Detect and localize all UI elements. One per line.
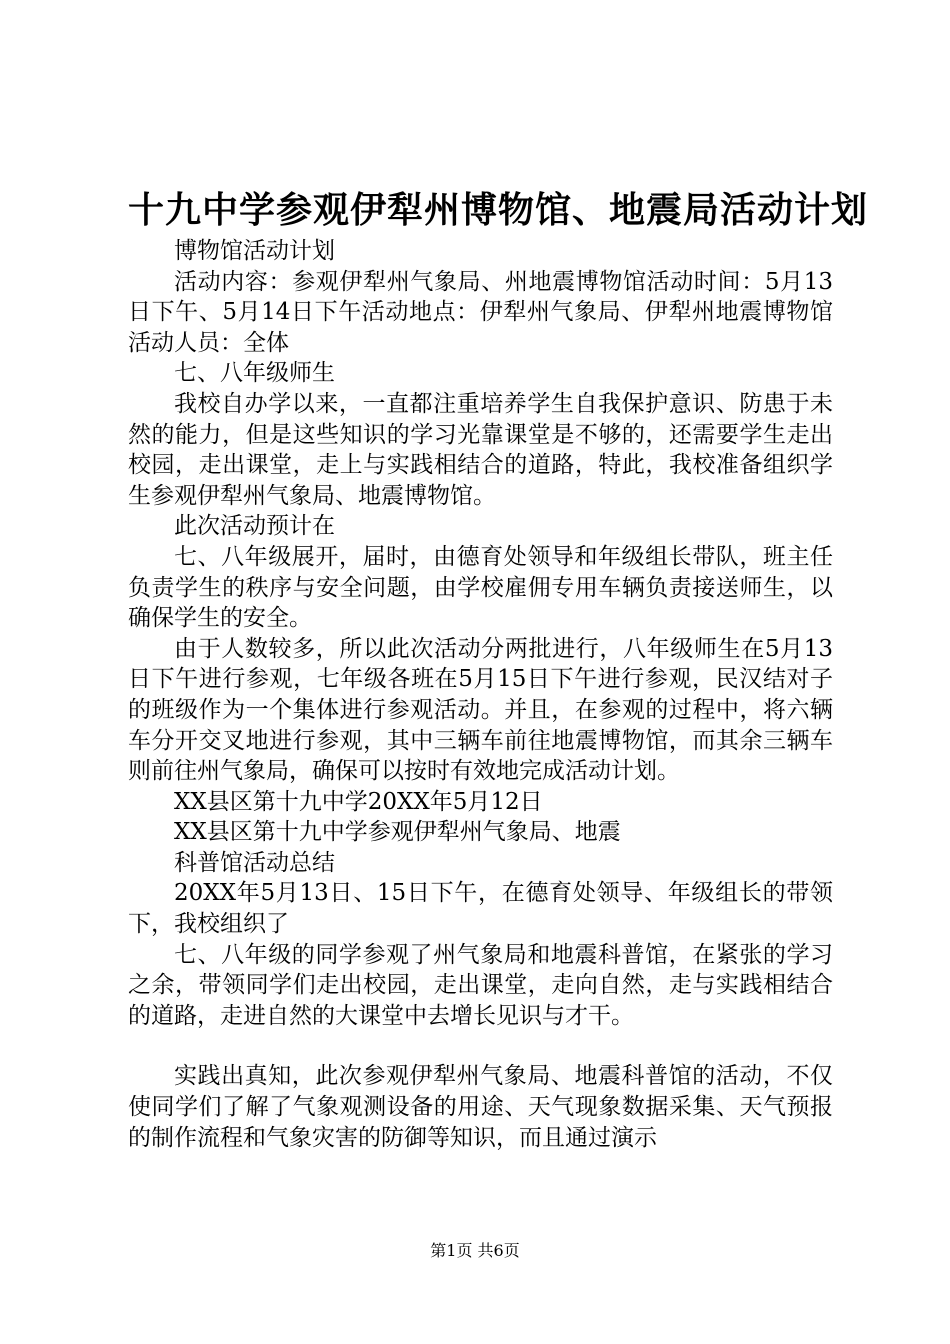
document-body — [128, 236, 833, 1153]
paragraph: 20XX年5月13日、15日下午，在德育处领导、年级组长的带领下，我校组织了 — [128, 880, 833, 938]
paragraph: 此次活动预计在 — [174, 513, 335, 540]
paragraph: 活动内容：参观伊犁州气象局、州地震博物馆活动时间：5月13日下午、5月14日下午活动地点：伊犁州气象局、伊犁州地震博物馆活动人员：全体 — [128, 268, 833, 356]
document-title: 十九中学参观伊犁州博物馆、地震局活动计划 — [128, 189, 869, 231]
paragraph: 由于人数较多，所以此次活动分两批进行，八年级师生在5月13日下午进行参观，七年级各班在5月15日下午进行参观，民汉结对子的班级作为一个集体进行参观活动。并且，在参观的过程中，将六辆车分开交叉地进行参观，其中三辆车前往地震博物馆，而其余三辆车则前往州气象局，确保可以按时有效地完成活动计划。 — [128, 635, 833, 785]
paragraph: 我校自办学以来，一直都注重培养学生自我保护意识、防患于未然的能力，但是这些知识的学习光靠课堂是不够的，还需要学生走出校园，走出课堂，走上与实践相结合的道路，特此，我校准备组织学生参观伊犁州气象局、地震博物馆。 — [128, 390, 833, 509]
paragraph: 七、八年级的同学参观了州气象局和地震科普馆，在紧张的学习之余，带领同学们走出校园，走出课堂，走向自然，走与实践相结合的道路，走进自然的大课堂中去增长见识与才干。 — [128, 941, 833, 1029]
paragraph: 博物馆活动计划 — [174, 238, 335, 264]
section-heading: 科普馆活动总结 — [174, 849, 335, 876]
paragraph: 七、八年级师生 — [174, 360, 335, 387]
signature-line: XX县区第十九中学20XX年5月12日 — [174, 788, 543, 815]
paragraph: 七、八年级展开，届时，由德育处领导和年级组长带队，班主任负责学生的秩序与安全问题，由学校雇佣专用车辆负责接送师生，以确保学生的安全。 — [128, 543, 833, 632]
page-footer: 第1页 共6页 — [430, 1241, 520, 1260]
section-heading: XX县区第十九中学参观伊犁州气象局、地震 — [174, 819, 621, 846]
paragraph: 实践出真知，此次参观伊犁州气象局、地震科普馆的活动，不仅使同学们了解了气象观测设备的用途、天气现象数据采集、天气预报的制作流程和气象灾害的防御等知识，而且通过演示 — [128, 1063, 833, 1151]
